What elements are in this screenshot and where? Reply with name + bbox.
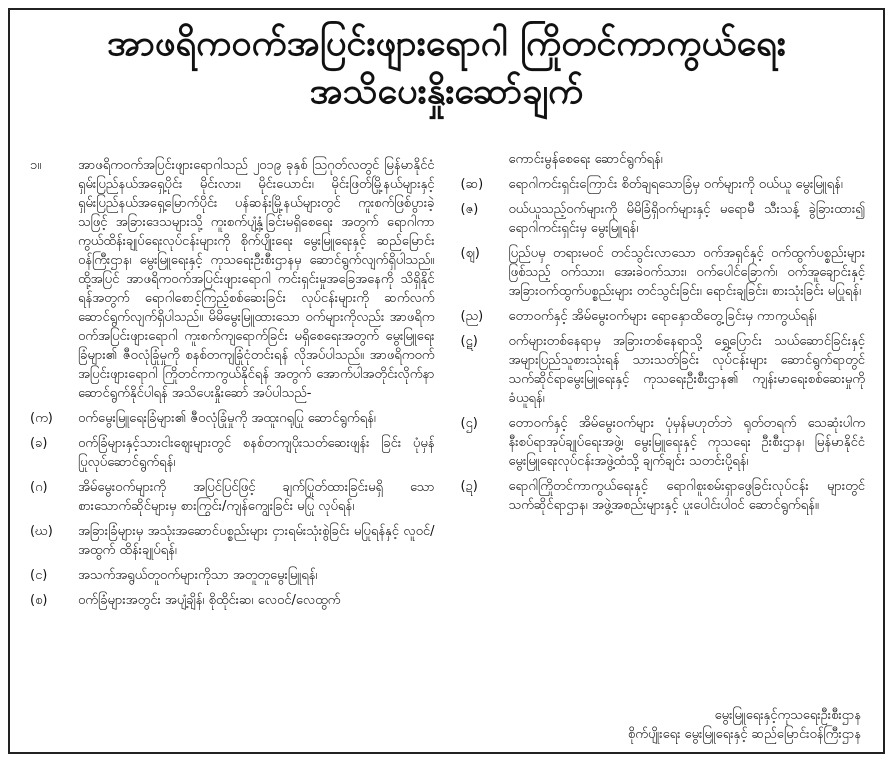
left-items (30, 409, 435, 610)
list-item (461, 332, 866, 408)
item-number: (င) (30, 568, 48, 583)
item-number: (ဋ) (460, 334, 478, 349)
list-item (30, 478, 435, 516)
item-number: (က) (30, 411, 53, 426)
item-number: (ဃ) (30, 524, 53, 539)
title-line-2: အသိပေးနှိုးဆော်ချက် (309, 71, 584, 112)
item-text: ဝက်ခြံများနှင့်သားငါးဈေးများတွင် စနစ်တကျပိုးသတ်ဆေးဖျန်း ခြင်း ပုံမှန်ပြုလုပ်ဆောင်ရွက်ရန်၊ (78, 436, 435, 470)
list-item (461, 244, 866, 301)
list-item (30, 522, 435, 560)
intro-text: အာဖရိကဝက်အပြင်းဖျားရောဂါသည် ၂၀၁၉ ခုနှစ် ဩဂုတ်လတွင် မြန်မာနိုင်ငံ ရှမ်းပြည်နယ်အရှေ့ပိုင်း မိုင်းလား၊ မိုင်းယောင်း၊ မိုင်းဖြတ်မြို့နယ်များနှင့် ရှမ်းပြည်နယ်အရှေ့မြောက်ပိုင်း ပန်ဆန်းမြို့နယ်များတွင် ကူးစက်ဖြစ်ပွားခဲ့သဖြင့် အခြားဒေသများသို့ ကူးစက်ပျံ့နှံ့ခြင်းမရှိစေရေး အတွက် ရောဂါကာကွယ်ထိန်းချုပ်ရေးလုပ်ငန်းများကို စိုက်ပျိုးရေး မွေးမြူရေးနှင့် ဆည်မြောင်းဝန်ကြီးဌာန၊ မွေးမြူရေးနှင့် ကုသရေးဦးစီးဌာနမှ ဆောင်ရွက်လျက်ရှိပါသည်။ ထို့အပြင် အာဖရိကဝက်အပြင်းဖျားရောဂါ ကင်းရှင်းမှုအခြေအနေကို သိရှိနိုင်ရန်အတွက် ရောဂါစောင့်ကြည့်စစ်ဆေးခြင်း လုပ်ငန်းများကို ဆက်လက်ဆောင်ရွက်လျက်ရှိပါသည်။ မိမိမွေးမြူထားသော ဝက်များကိုလည်း အာဖရိကဝက်အပြင်းဖျားရောဂါ ကူးစက်ကျရောက်ခြင်း မရှိစေရေးအတွက် မွေးမြူရေးခြံများ၏ ဇီဝလုံခြုံမှုကို စနစ်တကျခြုံငုံတင်းရန် လိုအပ်ပါသည်။ အာဖရိကဝက်အပြင်းဖျားရောဂါ ကြိုတင်ကာကွယ်နိုင်ရန် အတွက် အောက်ပါအတိုင်းလိုက်နာဆောင်ရွက်နိုင်ပါရန် အသိပေးနှိုးဆော် အပ်ပါသည်- (78, 158, 435, 401)
signature-block (628, 706, 861, 744)
item-number: (ဍ) (460, 479, 478, 494)
list-item (30, 434, 435, 472)
right-items (461, 175, 866, 515)
item-text: ပြည်ပမှ တရားမဝင် တင်သွင်းလာသော ဝက်အရှင်နှင့် ဝက်ထွက်ပစ္စည်းများဖြစ်သည့် ဝက်သား၊ အေးခဲဝက်သား၊ ဝက်ပေါင်ခြောက်၊ ဝက်အူချောင်းနှင့် အခြားဝက်ထွက်ပစ္စည်းများ တင်သွင်းခြင်း၊ ရောင်းချခြင်း၊ စားသုံးခြင်း မပြုရန်၊ (508, 246, 865, 299)
title-line-1: အာဖရိကဝက်အပြင်းဖျားရောဂါ ကြိုတင်ကာကွယ်ရေး (107, 23, 786, 64)
item-text: ဝယ်ယူသည့်ဝက်များကို မိမိခြံရှိဝက်များနှင့် မရောမီ သီးသန့် ခွဲခြားထား၍ ရောဂါကင်းရှင်းမှ မွေးမြူရန်၊ (508, 202, 865, 236)
continuation-item (461, 150, 866, 169)
item-text: အသက်အရွယ်တူဝက်များကိုသာ အတူတူမွေးမြူရန်၊ (78, 568, 318, 583)
list-item (461, 414, 866, 471)
notice-body (30, 150, 865, 712)
item-text: ဝက်မွေးမြူရေးခြံများ၏ ဇီဝလုံခြုံမှုကို အထူးဂရုပြု ဆောင်ရွက်ရန်၊ (78, 411, 376, 426)
list-item (30, 591, 435, 610)
item-number: (ဈ) (460, 246, 480, 261)
notice-title (10, 20, 883, 116)
list-item (30, 566, 435, 585)
item-number: (စ) (30, 593, 48, 608)
intro-number: ၁။ (30, 158, 42, 173)
signature-line-2: စိုက်ပျိုးရေး မွေးမြူရေးနှင့် ဆည်မြောင်းဝန်ကြီးဌာန (627, 727, 861, 742)
list-item (461, 307, 866, 326)
left-column (30, 150, 435, 712)
item-text: ဝက်များတစ်နေရာမှ အခြားတစ်နေရာသို့ ရွှေ့ပြောင်း သယ်ဆောင်ခြင်းနှင့် အများပြည်သူစားသုံးရန် သားသတ်ခြင်း လုပ်ငန်းများ ဆောင်ရွက်ရာတွင် သက်ဆိုင်ရာမွေးမြူရေးနှင့် ကုသရေးဦးစီးဌာန၏ ကျန်းမာရေးစစ်ဆေးမှုကို ခံယူရန်၊ (508, 334, 865, 406)
item-number: (ခ) (30, 436, 48, 451)
item-text: တောဝက်နှင့် အိမ်မွေးဝက်များ ရောနှောထိတွေ့ခြင်းမှ ကာကွယ်ရန်၊ (508, 309, 817, 324)
item-text: ရောဂါကြိုတင်ကာကွယ်ရေးနှင့် ရောဂါစူးစမ်းရှာဖွေခြင်းလုပ်ငန်း များတွင် သက်ဆိုင်ရာဌာန၊ အဖွဲ့အစည်းများနှင့် ပူးပေါင်းပါဝင် ဆောင်ရွက်ရန်။ (508, 479, 865, 513)
item-number: (ည) (460, 309, 484, 324)
list-item (461, 175, 866, 194)
item-number: (ဆ) (460, 177, 484, 192)
item-text: ရောဂါကင်းရှင်းကြောင်း စိတ်ချရသောခြံမှ ဝက်များကို ဝယ်ယူ မွေးမြူရန်၊ (508, 177, 843, 192)
intro-paragraph (30, 156, 435, 403)
signature-line-1: မွေးမြူရေးနှင့်ကုသရေးဦးစီးဌာန (714, 708, 861, 723)
list-item (461, 200, 866, 238)
item-number: (ဂ) (30, 480, 48, 495)
item-text: ဝက်ခြံများအတွင်း အပျံ့ချိန်၊ စိုထိုင်းဆ၊ လေဝင်/လေထွက် (78, 593, 341, 608)
list-item (30, 409, 435, 428)
list-item (461, 477, 866, 515)
continuation-text: ကောင်းမွန်စေရေး ဆောင်ရွက်ရန်၊ (508, 152, 663, 167)
item-text: တောဝက်နှင့် အိမ်မွေးဝက်များ ပုံမှန်မဟုတ်ဘဲ ရုတ်တရက် သေဆုံးပါက နီးစပ်ရာအုပ်ချုပ်ရေးအဖွဲ့၊ မွေးမြူရေးနှင့် ကုသရေး ဦးစီးဌာန၊ မြန်မာနိုင်ငံ မွေးမြူရေးလုပ်ငန်းအဖွဲ့ထံသို့ ချက်ချင်း သတင်းပို့ရန်၊ (508, 416, 865, 469)
item-number: (ဇ) (460, 202, 479, 217)
notice-frame (8, 8, 885, 754)
item-number: (ဌ) (460, 416, 478, 431)
right-column (461, 150, 866, 712)
item-text: အခြားခြံများမှ အသုံးအဆောင်ပစ္စည်းများ ငှားရမ်းသုံးစွဲခြင်း မပြုရန်နှင့် လူဝင်/အထွက် ထိန်းချုပ်ရန်၊ (78, 524, 435, 558)
item-text: အိမ်မွေးဝက်များကို အပြင်ပြင်ဖြင့် ချက်ပြုတ်ထားခြင်းမရှိ သော စားသောက်ဆိုင်များမှ စားကြွင်း/ကျန်ကျွေးခြင်း မပြု လုပ်ရန်၊ (78, 480, 435, 514)
